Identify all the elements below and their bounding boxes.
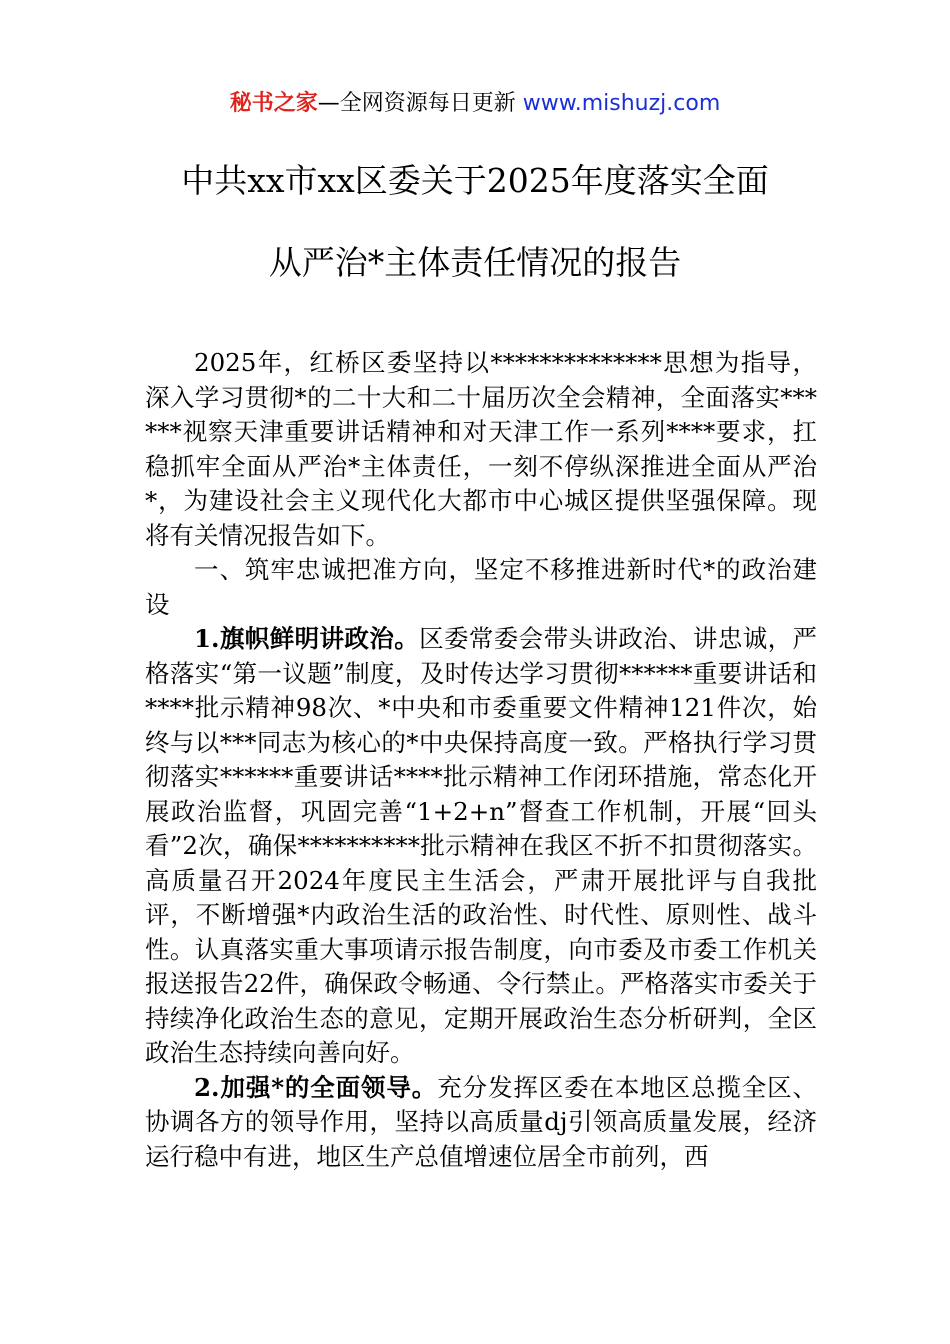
- site-slogan: —全网资源每日更新: [317, 91, 516, 116]
- intro-paragraph: 2025年，红桥区委坚持以**************思想为指导，深入学习贯彻*的二十大和二十届历次全会精神，全面落实******视察天津重要讲话精神和对天津工作一系列****要求，扛稳抓牢全面从严治*主体责任，一刻不停纵深推进全面从严治*，为建设社会主义现代化大都市中心城区提供坚强保障。现将有关情况报告如下。: [145, 348, 817, 550]
- paragraph-1-text: 区委常委会带头讲政治、讲忠诚，严格落实“第一议题”制度，及时传达学习贯彻******重要讲话和****批示精神98次、*中央和市委重要文件精神121件次，始终与以***同志为核心的*中央保持高度一致。严格执行学习贯彻落实******重要讲话****批示精神工作闭环措施，常态化开展政治监督，巩固完善“1+2+n”督查工作机制，开展“回头看”2次，确保**********批示精神在我区不折不扣贯彻落实。高质量召开2024年度民主生活会，严肃开展批评与自我批评，不断增强*内政治生活的政治性、时代性、原则性、战斗性。认真落实重大事项请示报告制度，向市委及市委工作机关报送报告22件，确保政令畅通、令行禁止。严格落实市委关于持续净化政治生态的意见，定期开展政治生态分析研判，全区政治生态持续向善向好。: [145, 624, 817, 1067]
- document-title: [0, 160, 950, 284]
- document-body: [145, 346, 817, 1174]
- site-header: [0, 88, 950, 120]
- site-brand: 秘书之家: [229, 91, 318, 116]
- paragraph-2: [145, 1071, 817, 1175]
- title-line-2: 从严治*主体责任情况的报告: [268, 243, 682, 282]
- site-url-link[interactable]: www.mishuzj.com: [522, 91, 721, 116]
- paragraph-1-lead: 1.旗帜鲜明讲政治。: [194, 624, 420, 653]
- paragraph-1: [145, 622, 817, 1071]
- title-line-1: 中共xx市xx区委关于2025年度落实全面: [181, 161, 769, 200]
- paragraph-2-lead: 2.加强*的全面领导。: [194, 1072, 438, 1102]
- paragraph-2-text: 充分发挥区委在本地区总揽全区、协调各方的领导作用，坚持以高质量dj引领高质量发展，经济运行稳中有进，地区生产总值增速位居全市前列，西: [145, 1072, 817, 1171]
- section-1-heading: 一、筑牢忠诚把准方向，坚定不移推进新时代*的政治建设: [145, 555, 817, 619]
